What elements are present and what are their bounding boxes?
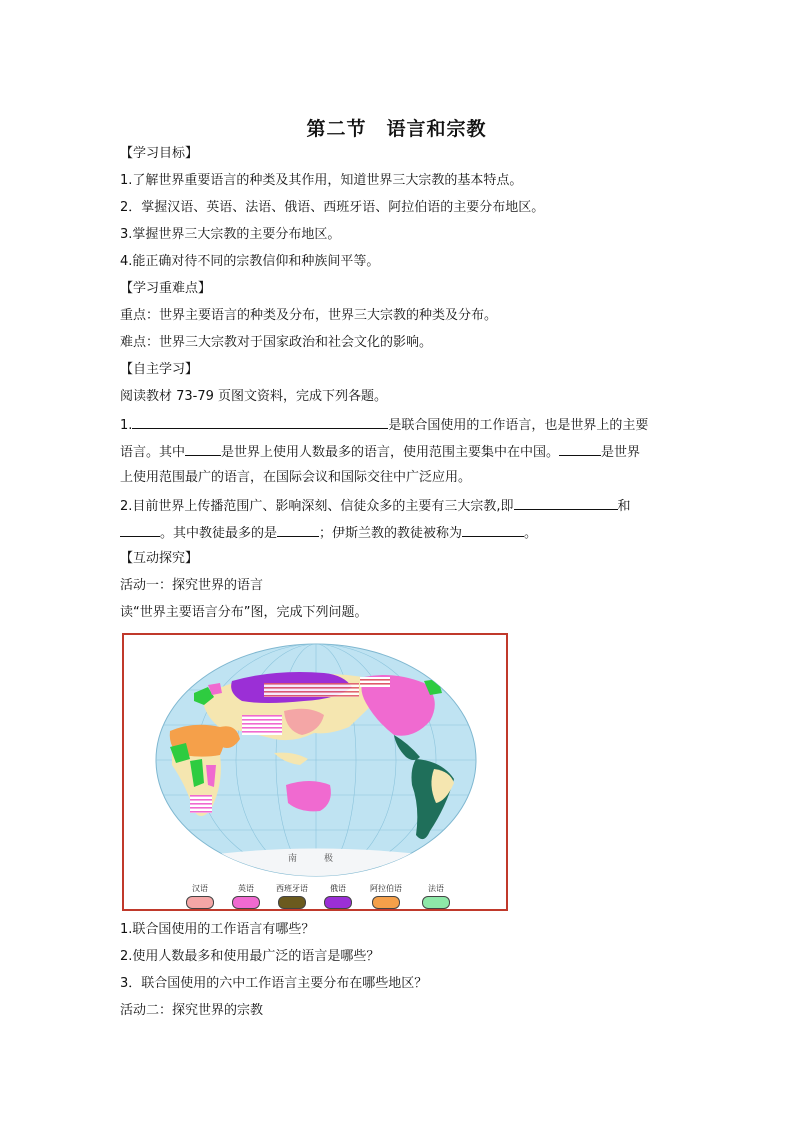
page-title: 第二节 语言和宗教	[306, 118, 487, 140]
difficulty-point: 难点：世界三大宗教对于国家政治和社会文化的影响。	[120, 335, 433, 350]
activity-1-title: 活动一：探究世界的语言	[120, 578, 264, 593]
q2-text: 。	[524, 526, 538, 541]
goal-item: 3.掌握世界三大宗教的主要分布地区。	[120, 227, 341, 242]
answer-blank[interactable]	[120, 522, 160, 537]
question-2-line-1	[120, 495, 680, 517]
goal-item: 4.能正确对待不同的宗教信仰和种族间平等。	[120, 254, 380, 269]
answer-blank[interactable]	[185, 441, 221, 456]
map-label-south: 南	[288, 854, 298, 864]
self-study-intro: 阅读教材 73-79 页图文资料，完成下列各题。	[120, 389, 388, 404]
legend-label: 法语	[428, 884, 444, 893]
answer-blank[interactable]	[559, 441, 601, 456]
self-study-heading: 【自主学习】	[120, 362, 199, 377]
explore-heading: 【互动探究】	[120, 551, 199, 566]
answer-blank[interactable]	[132, 414, 388, 429]
legend-spanish	[274, 884, 310, 909]
q1-text: 是联合国使用的工作语言，也是世界上的主要	[388, 418, 649, 433]
key-heading: 【学习重难点】	[120, 281, 212, 296]
goal-item: 1.了解世界重要语言的种类及其作用，知道世界三大宗教的基本特点。	[120, 173, 523, 188]
legend-swatch	[232, 896, 260, 909]
q1-text: 是世界	[601, 445, 641, 460]
legend-swatch	[186, 896, 214, 909]
map-question: 3．联合国使用的六中工作语言主要分布在哪些地区？	[120, 976, 428, 991]
legend-label: 汉语	[192, 884, 208, 893]
legend-arabic	[368, 884, 404, 909]
legend-swatch	[278, 896, 306, 909]
question-2-line-2	[120, 522, 680, 544]
question-1-line-3: 上使用范围最广的语言，在国际会议和国际交往中广泛应用。	[120, 470, 472, 485]
q2-text: 2.目前世界上传播范围广、影响深刻、信徒众多的主要有三大宗教,即	[120, 499, 514, 514]
q2-text: 和	[617, 499, 631, 514]
legend-label: 阿拉伯语	[370, 884, 402, 893]
legend-label: 西班牙语	[276, 884, 308, 893]
q1-text: 是世界上使用人数最多的语言，使用范围主要集中在中国。	[221, 445, 560, 460]
map-image	[124, 635, 506, 879]
activity-1-intro: 读“世界主要语言分布”图，完成下列问题。	[120, 605, 368, 620]
legend-label: 英语	[238, 884, 254, 893]
map-label-pole: 极	[324, 854, 334, 864]
q2-text: 。其中教徒最多的是	[160, 526, 278, 541]
map-question: 2.使用人数最多和使用最广泛的语言是哪些？	[120, 949, 380, 964]
legend-swatch	[324, 896, 352, 909]
q2-text: ；伊斯兰教的教徒被称为	[319, 526, 463, 541]
legend-french	[418, 884, 454, 909]
goals-heading: 【学习目标】	[120, 146, 199, 161]
answer-blank[interactable]	[514, 495, 618, 510]
question-1-line-1	[120, 414, 680, 436]
legend-label: 俄语	[330, 884, 346, 893]
legend-swatch	[422, 896, 450, 909]
map-question: 1.联合国使用的工作语言有哪些？	[120, 922, 315, 937]
activity-2-title: 活动二：探究世界的宗教	[120, 1003, 264, 1018]
key-point: 重点：世界主要语言的种类及分布，世界三大宗教的种类及分布。	[120, 308, 498, 323]
q1-prefix: 1.	[120, 418, 133, 433]
q1-text: 语言。其中	[120, 445, 186, 460]
answer-blank[interactable]	[277, 522, 319, 537]
answer-blank[interactable]	[462, 522, 524, 537]
legend-russian	[320, 884, 356, 909]
legend-english	[228, 884, 264, 909]
question-1-line-2	[120, 441, 680, 463]
goal-item: 2．掌握汉语、英语、法语、俄语、西班牙语、阿拉伯语的主要分布地区。	[120, 200, 545, 215]
legend-chinese	[182, 884, 218, 909]
legend-swatch	[372, 896, 400, 909]
world-language-map	[122, 633, 508, 911]
